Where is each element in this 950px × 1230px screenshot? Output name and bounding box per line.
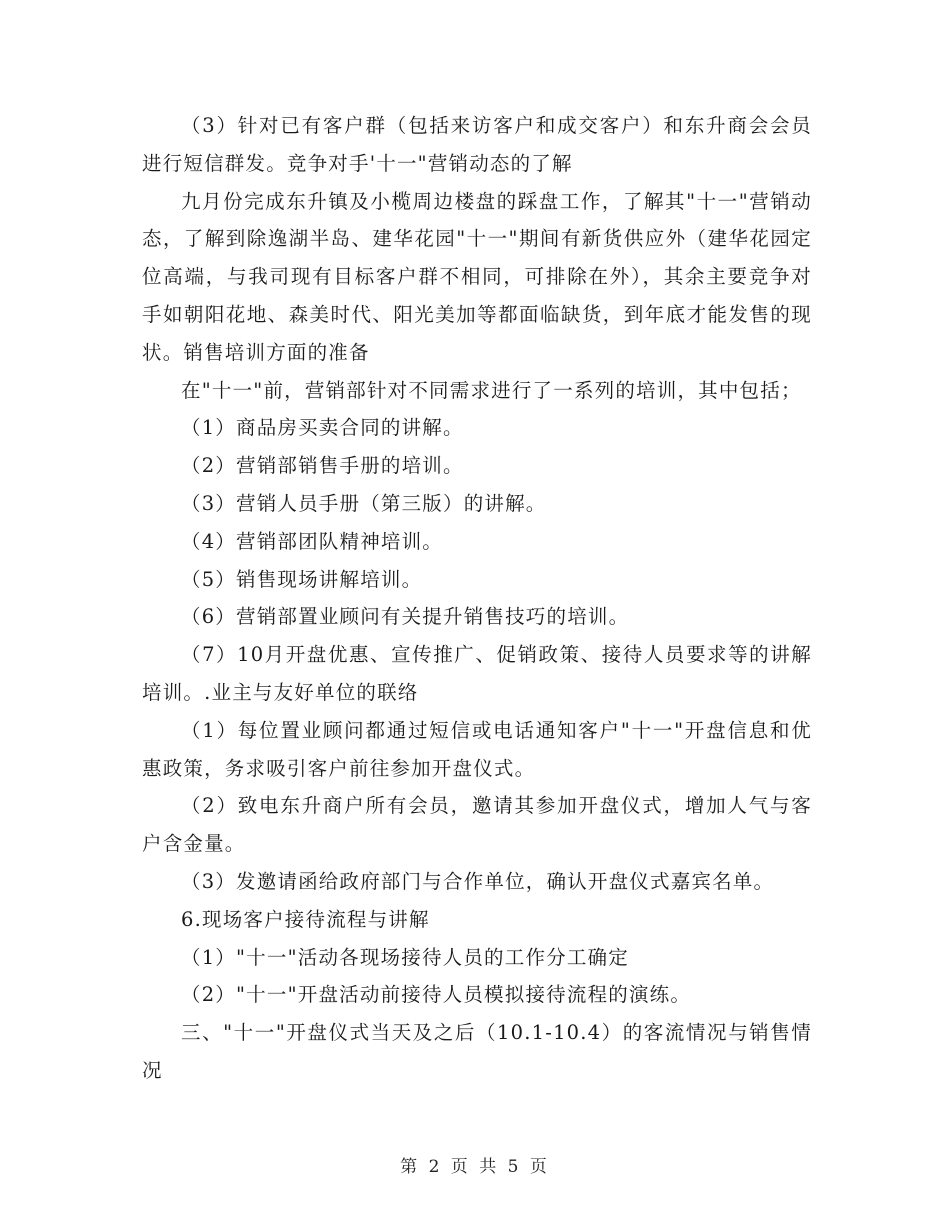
- paragraph: （1）"十一"活动各现场接待人员的工作分工确定: [181, 945, 629, 969]
- paragraph: 九月份完成东升镇及小榄周边楼盘的踩盘工作，了解其"十一"营销动态，了解到除逸湖半岛、建华花园"十一"期间有新货供应外（建华花园定位高端，与我司现有目标客户群不相同，可排除在外），其余主要竞争对手如朝阳花地、森美时代、阳光美加等都面临缺货，到年底才能发售的现状。销售培训方面的准备: [142, 189, 812, 364]
- document-body: [142, 107, 812, 1090]
- paragraph: 三、"十一"开盘仪式当天及之后（10.1-10.4）的客流情况与销售情况: [142, 1021, 812, 1082]
- paragraph: （4）营销部团队精神培训。: [181, 529, 444, 553]
- paragraph: （3）营销人员手册（第三版）的讲解。: [181, 491, 547, 515]
- paragraph: （6）营销部置业顾问有关提升销售技巧的培训。: [181, 605, 630, 629]
- paragraph: （5）销售现场讲解培训。: [181, 567, 423, 591]
- paragraph: （2）致电东升商户所有会员，邀请其参加开盘仪式，增加人气与客户含金量。: [142, 794, 812, 856]
- paragraph: （3）发邀请函给政府部门与合作单位，确认开盘仪式嘉宾名单。: [181, 869, 775, 893]
- page-number-footer: 第 2 页 共 5 页: [400, 1157, 550, 1177]
- paragraph: （1）商品房买卖合同的讲解。: [181, 416, 464, 440]
- paragraph: 6.现场客户接待流程与讲解: [181, 907, 430, 931]
- paragraph: （7）10月开盘优惠、宣传推广、促销政策、接待人员要求等的讲解培训。.业主与友好单位的联络: [142, 643, 812, 704]
- paragraph: （2）营销部销售手册的培训。: [181, 454, 464, 478]
- paragraph: （1）每位置业顾问都通过短信或电话通知客户"十一"开盘信息和优惠政策，务求吸引客户前往参加开盘仪式。: [142, 718, 812, 780]
- paragraph: 在"十一"前，营销部针对不同需求进行了一系列的培训，其中包括；: [181, 378, 802, 402]
- paragraph: （3）针对已有客户群（包括来访客户和成交客户）和东升商会会员进行短信群发。竞争对手'十一"营销动态的了解: [142, 114, 812, 175]
- paragraph: （2）"十一"开盘活动前接待人员模拟接待流程的演练。: [181, 983, 692, 1007]
